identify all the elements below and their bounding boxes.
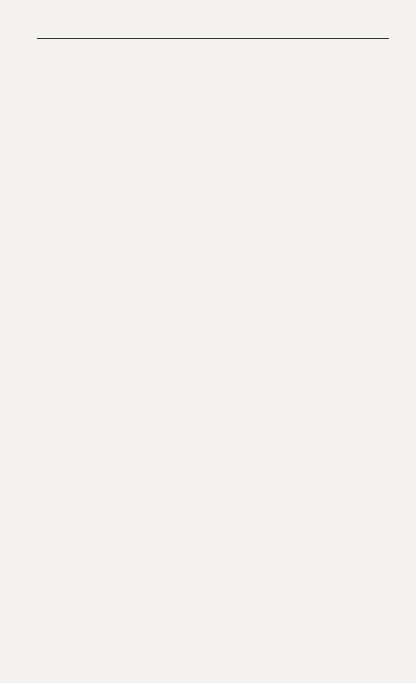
header-rule <box>37 38 389 39</box>
